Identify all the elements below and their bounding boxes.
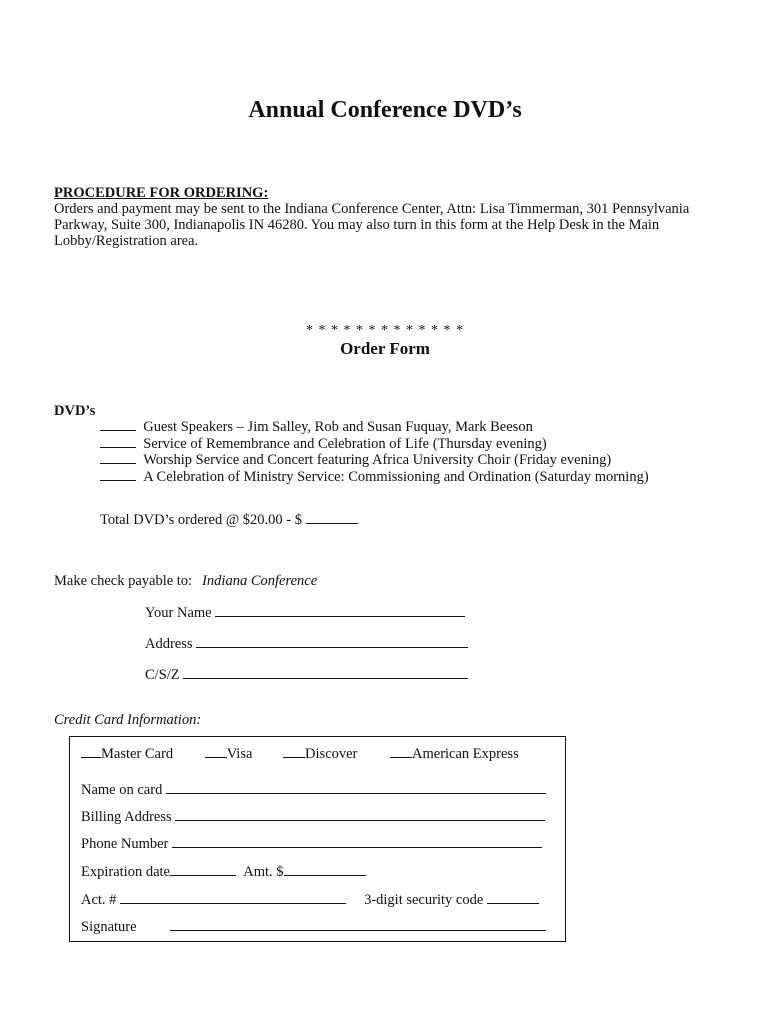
address-field: Address <box>145 636 468 652</box>
card-option-discover[interactable]: Discover <box>283 746 357 762</box>
csz-field: C/S/Z <box>145 667 468 683</box>
section-divider-stars: * * * * * * * * * * * * * <box>306 323 464 338</box>
expiration-amount-row: Expiration date Amt. $ <box>81 864 366 880</box>
account-number-blank[interactable] <box>120 892 346 904</box>
dvd-item: A Celebration of Ministry Service: Commissioning and Ordination (Saturday morning) <box>100 469 649 486</box>
dvds-heading: DVD’s <box>54 403 96 419</box>
payable-label: Make check payable to: <box>54 573 193 589</box>
phone-number-field: Phone Number <box>81 836 542 852</box>
card-option-master-card[interactable]: Master Card <box>81 746 173 762</box>
dvd-quantity-blank[interactable] <box>100 419 136 431</box>
credit-card-heading: Credit Card Information: <box>54 712 202 728</box>
total-amount-blank[interactable] <box>306 512 358 524</box>
payee-name: Indiana Conference <box>202 573 318 589</box>
signature-field: Signature <box>81 919 546 935</box>
dvd-quantity-blank[interactable] <box>100 452 136 464</box>
name-on-card-field: Name on card <box>81 782 546 798</box>
account-security-row: Act. # 3-digit security code <box>81 892 539 908</box>
card-type-row <box>81 746 519 762</box>
address-blank[interactable] <box>196 636 468 648</box>
billing-address-field: Billing Address <box>81 809 545 825</box>
total-dvds-line <box>100 512 358 528</box>
procedure-text: Orders and payment may be sent to the Indiana Conference Center, Attn: Lisa Timmerman, 301 Pennsylvania Parkway, Suite 300, Indianapolis IN 46280. You may also turn in this form at the Help Desk in the Main Lobby/Registration area. <box>54 201 690 249</box>
csz-blank[interactable] <box>183 667 468 679</box>
dvd-item: Service of Remembrance and Celebration of Life (Thursday evening) <box>100 436 649 453</box>
document-title: Annual Conference DVD’s <box>248 97 522 123</box>
signature-blank[interactable] <box>170 919 546 931</box>
dvd-quantity-blank[interactable] <box>100 436 136 448</box>
procedure-heading: PROCEDURE FOR ORDERING: <box>54 185 269 201</box>
card-option-american-express[interactable]: American Express <box>390 746 519 762</box>
dvd-item: Worship Service and Concert featuring Africa University Choir (Friday evening) <box>100 452 649 469</box>
your-name-field: Your Name <box>145 605 465 621</box>
dvd-list <box>100 419 649 485</box>
card-option-visa[interactable]: Visa <box>205 746 253 762</box>
credit-card-box <box>69 736 566 942</box>
billing-address-blank[interactable] <box>175 809 545 821</box>
dvd-item: Guest Speakers – Jim Salley, Rob and Susan Fuquay, Mark Beeson <box>100 419 649 436</box>
security-code-blank[interactable] <box>487 892 539 904</box>
your-name-blank[interactable] <box>215 605 465 617</box>
name-on-card-blank[interactable] <box>166 782 546 794</box>
payable-line <box>54 574 317 589</box>
amount-blank[interactable] <box>284 864 366 876</box>
phone-number-blank[interactable] <box>172 836 542 848</box>
order-form-heading: Order Form <box>340 339 430 358</box>
expiration-date-blank[interactable] <box>170 864 236 876</box>
total-label: Total DVD’s ordered @ $20.00 - $ <box>100 512 303 528</box>
dvd-quantity-blank[interactable] <box>100 469 136 481</box>
